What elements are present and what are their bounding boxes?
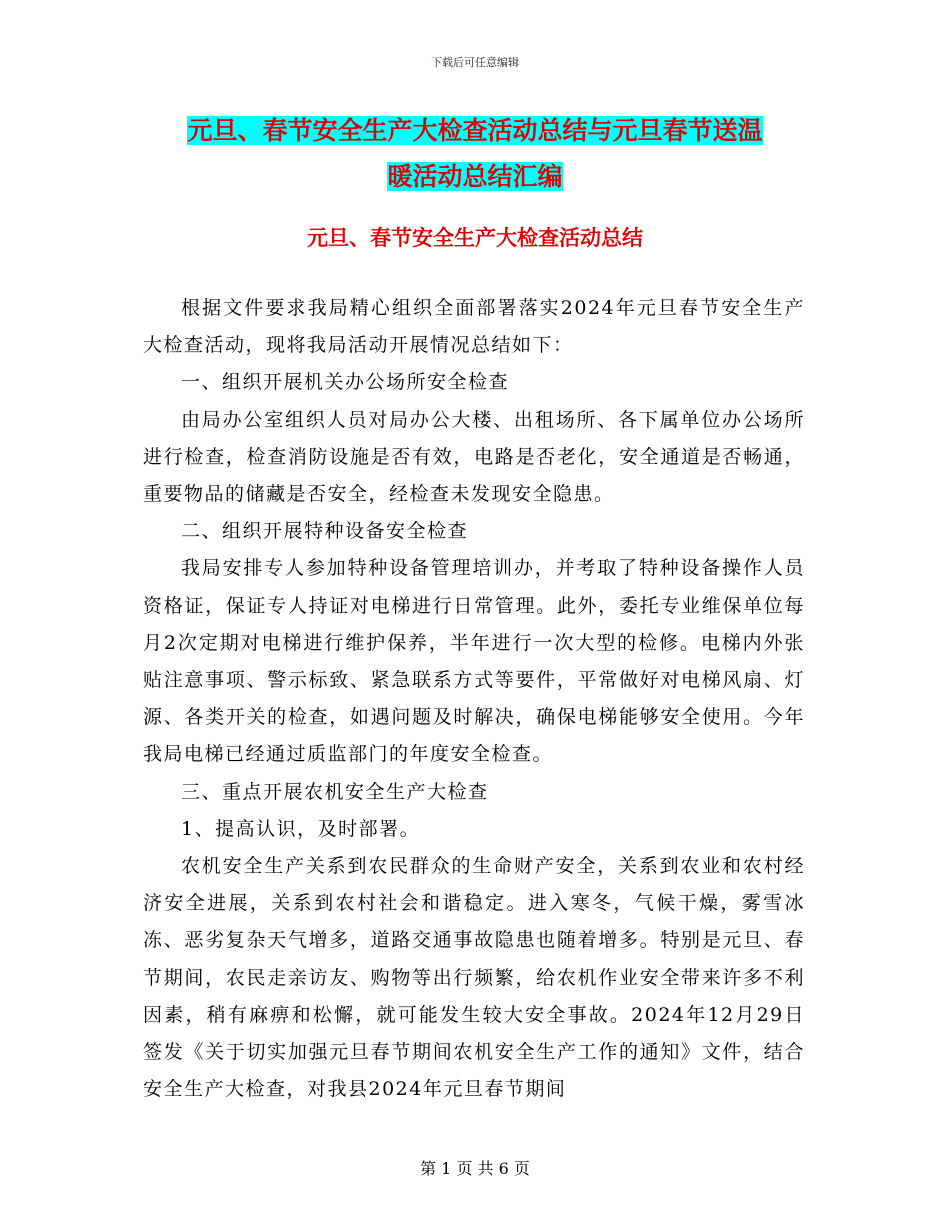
section-title: 元旦、春节安全生产大检查活动总结 <box>307 226 643 250</box>
paragraph: 由局办公室组织人员对局办公大楼、出租场所、各下属单位办公场所进行检查，检查消防设施是否有效，电路是否老化，安全通道是否畅通，重要物品的储藏是否安全，经检查未发现安全隐患。 <box>143 408 805 506</box>
paragraph: 我局安排专人参加特种设备管理培训办，并考取了特种设备操作人员资格证，保证专人持证对电梯进行日常管理。此外，委托专业维保单位每月2次定期对电梯进行维护保养，半年进行一次大型的检修。电梯内外张贴注意事项、警示标致、紧急联系方式等要件，平常做好对电梯风扇、灯源、各类开关的检查，如遇问题及时解决，确保电梯能够安全使用。今年我局电梯已经通过质监部门的年度安全检查。 <box>143 557 805 766</box>
document-title-line-1: 元旦、春节安全生产大检查活动总结与元旦春节送温 <box>187 116 763 145</box>
page-header: 下载后可任意编辑 <box>431 56 519 69</box>
heading-paragraph: 三、重点开展农机安全生产大检查 <box>181 780 489 803</box>
document-title-line-2: 暖活动总结汇编 <box>387 162 563 191</box>
paragraph: 根据文件要求我局精心组织全面部署落实2024年元旦春节安全生产大检查活动，现将我局活动开展情况总结如下： <box>143 297 805 357</box>
sub-heading-paragraph: 1、提高认识，及时部署。 <box>181 817 421 840</box>
document-body <box>143 290 805 1108</box>
heading-paragraph: 一、组织开展机关办公场所安全检查 <box>181 371 510 394</box>
heading-paragraph: 二、组织开展特种设备安全检查 <box>181 520 469 543</box>
document-title <box>140 108 810 200</box>
paragraph: 农机安全生产关系到农民群众的生命财产安全，关系到农业和农村经济安全进展，关系到农村社会和谐稳定。进入寒冬，气候干燥，雾雪冰冻、恶劣复杂天气增多，道路交通事故隐患也随着增多。特别是元旦、春节期间，农民走亲访友、购物等出行频繁，给农机作业安全带来许多不利因素，稍有麻痹和松懈，就可能发生较大安全事故。2024年12月29日签发《关于切实加强元旦春节期间农机安全生产工作的通知》文件，结合安全生产大检查，对我县2024年元旦春节期间 <box>143 855 805 1101</box>
page-footer: 第 1 页 共 6 页 <box>420 1159 530 1178</box>
